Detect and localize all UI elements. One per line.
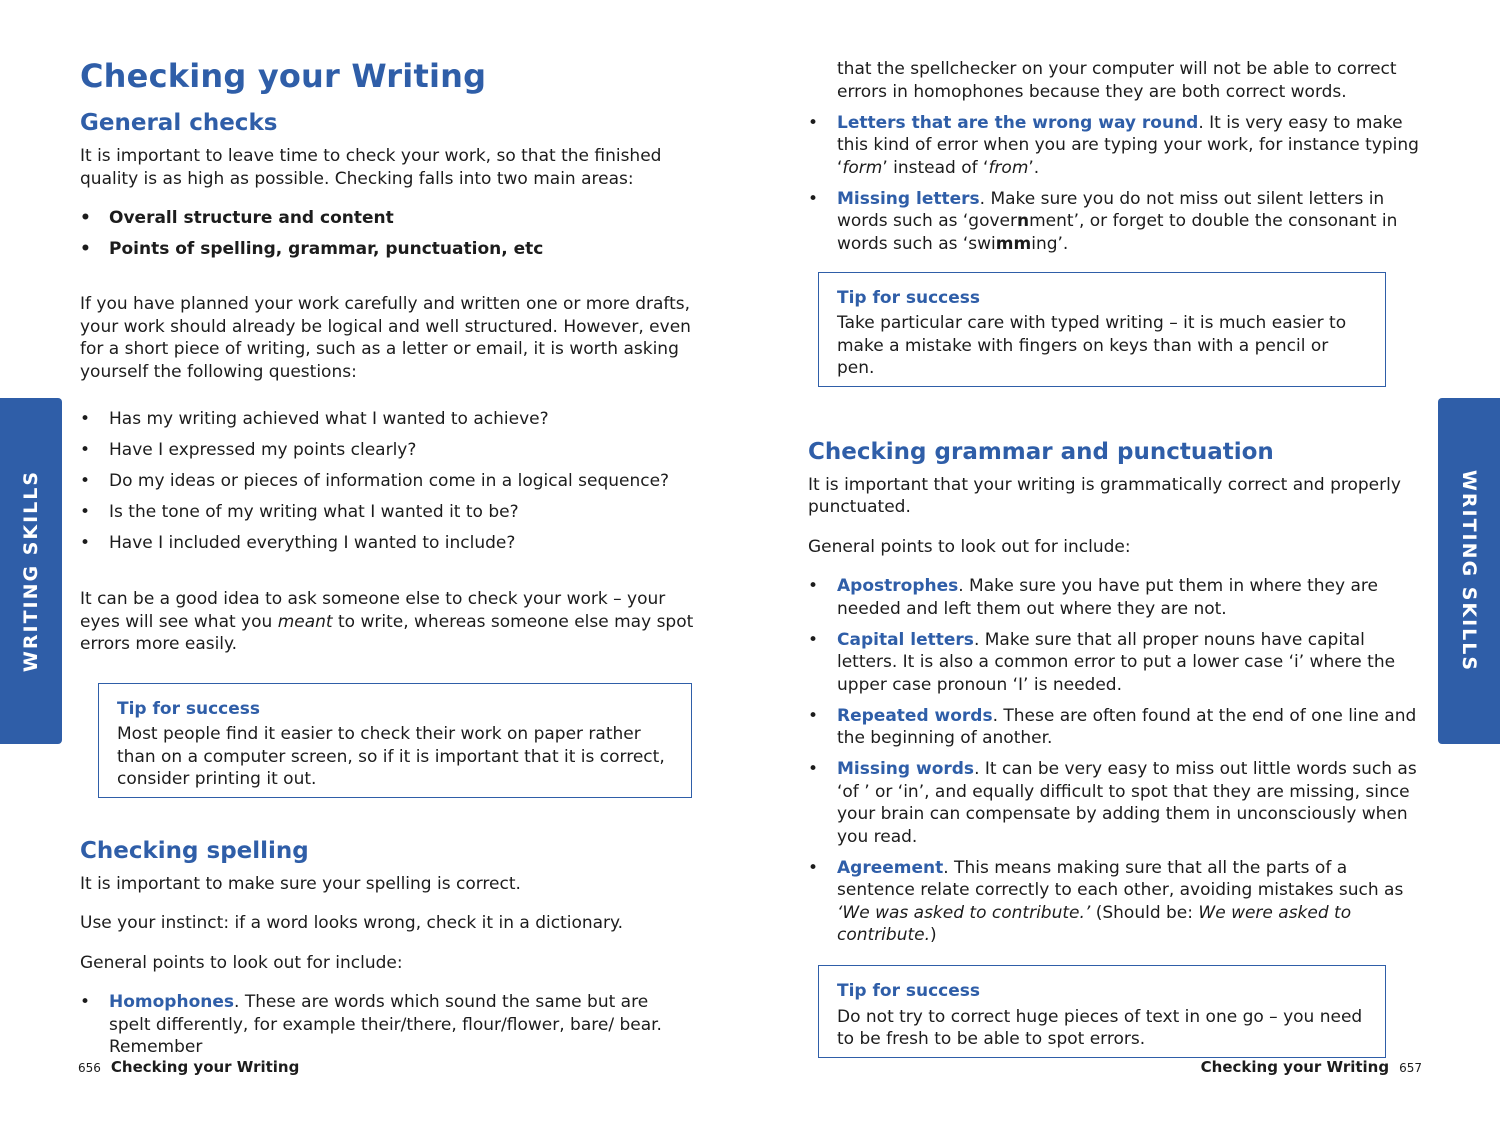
footer-title: Checking your Writing xyxy=(1200,1058,1390,1076)
grammar-intro: It is important that your writing is grammatically correct and properly punctuated. xyxy=(808,474,1401,517)
tip-text: Take particular care with typed writing – it is much easier to make a mistake with fingers on keys than with a pencil or pen. xyxy=(837,313,1347,378)
general-intro: It is important to leave time to check your work, so that the finished quality is as high as possible. Checking falls into two main areas: xyxy=(80,146,662,189)
questions-list xyxy=(80,408,695,555)
list-item: • Agreement. This means making sure that all the parts of a sentence relate correctly to each other, avoiding mistakes such as ‘We was asked to contribute.’ (Should be: We were asked to contribute.) xyxy=(808,857,1423,947)
section-heading-checking-spelling: Checking spelling xyxy=(80,837,309,864)
left-page xyxy=(80,56,695,1067)
tip-box xyxy=(818,272,1386,387)
list-item: • Letters that are the wrong way round. It is very easy to make this kind of error when you are typing your work, for instance typing ‘form’ instead of ‘from’. xyxy=(808,112,1423,180)
list-item: • Missing words. It can be very easy to miss out little words such as ‘of ’ or ‘in’, and equally difficult to spot that they are missing, since your brain can compensate by adding them in unconsciously when you read. xyxy=(808,758,1423,848)
side-tab-left xyxy=(0,398,62,744)
tip-heading: Tip for success xyxy=(837,981,981,1001)
list-item: • Has my writing achieved what I wanted to achieve? xyxy=(80,408,695,431)
spelling-paragraph: Use your instinct: if a word looks wrong, check it in a dictionary. xyxy=(80,913,624,933)
tip-box xyxy=(98,683,692,798)
grammar-paragraph: General points to look out for include: xyxy=(808,536,1131,557)
page-title: Checking your Writing xyxy=(80,57,487,95)
tip-text: Do not try to correct huge pieces of text in one go – you need to be fresh to be able to spot errors. xyxy=(837,1006,1363,1049)
side-tab-label: WRITING SKILLS xyxy=(1458,469,1480,673)
list-item: • Missing letters. Make sure you do not miss out silent letters in words such as ‘government’, or forget to double the consonant in words such as ‘swimming’. xyxy=(808,188,1423,256)
list-item: • Apostrophes. Make sure you have put them in where they are needed and left them out where they are not. xyxy=(808,575,1423,620)
list-item: • Points of spelling, grammar, punctuation, etc xyxy=(80,238,695,261)
spelling-paragraph: It is important to make sure your spelling is correct. xyxy=(80,873,521,894)
spelling-paragraph: General points to look out for include: xyxy=(80,952,403,973)
page-number: 657 xyxy=(1399,1061,1422,1075)
side-tab-label: WRITING SKILLS xyxy=(20,469,42,673)
right-page xyxy=(808,58,1423,1058)
tip-heading: Tip for success xyxy=(837,287,981,308)
section-heading-checking-grammar: Checking grammar and punctuation xyxy=(808,438,1274,465)
page-number: 656 xyxy=(78,1061,101,1075)
footer-title: Checking your Writing xyxy=(110,1058,300,1076)
list-item: • Repeated words. These are often found at the end of one line and the beginning of another. xyxy=(808,705,1423,750)
list-item: • Is the tone of my writing what I wanted it to be? xyxy=(80,501,695,524)
main-areas-list xyxy=(80,207,695,260)
tip-text: Most people find it easier to check their work on paper rather than on a computer screen, so if it is important that it is correct, consider printing it out. xyxy=(117,724,665,789)
side-tab-right xyxy=(1438,398,1500,744)
list-item: • Capital letters. Make sure that all proper nouns have capital letters. It is also a common error to put a lower case ‘i’ where the upper case pronoun ‘I’ is needed. xyxy=(808,629,1423,697)
section-heading-general-checks: General checks xyxy=(80,110,278,136)
spelling-list xyxy=(80,991,695,1059)
list-item: • Have I expressed my points clearly? xyxy=(80,439,695,462)
list-item: • Overall structure and content xyxy=(80,207,695,230)
list-item: • Do my ideas or pieces of information come in a logical sequence? xyxy=(80,470,695,493)
spelling-list-continued xyxy=(808,58,1423,255)
grammar-list xyxy=(808,575,1423,947)
tip-box xyxy=(818,965,1386,1058)
list-item-continued: that the spellchecker on your computer will not be able to correct errors in homophones because they are both correct words. xyxy=(837,59,1397,102)
list-item: • Have I included everything I wanted to include? xyxy=(80,532,695,555)
list-item: • Homophones. These are words which sound the same but are spelt differently, for example their/there, flour/flower, bare/ bear. Remember xyxy=(80,991,695,1059)
tip-heading: Tip for success xyxy=(117,698,261,719)
check-advice-paragraph: It can be a good idea to ask someone else to check your work – your eyes will see what you meant to write, whereas someone else may spot errors more easily. xyxy=(80,589,694,654)
footer-right xyxy=(1201,1058,1422,1076)
general-paragraph: If you have planned your work carefully and written one or more drafts, your work should already be logical and well structured. However, even for a short piece of writing, such as a letter or email, it is worth asking yourself the following questions: xyxy=(80,294,691,382)
footer-left xyxy=(78,1058,299,1076)
